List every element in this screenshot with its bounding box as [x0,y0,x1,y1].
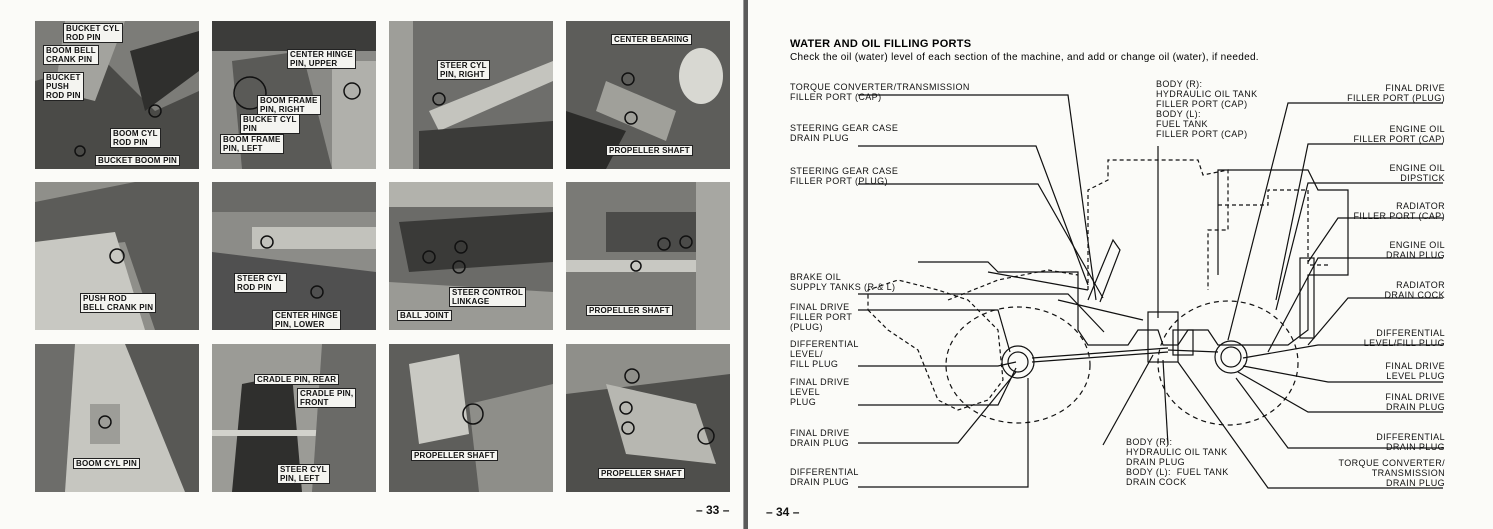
photo-image [389,21,553,169]
diagram-label: BODY (R): HYDRAULIC OIL TANK DRAIN PLUG BODY (L): FUEL TANK DRAIN COCK [1126,437,1229,487]
photo-image [389,182,553,330]
page-number: – 33 – [696,503,730,517]
diagram-label: FINAL DRIVE DRAIN PLUG [790,428,850,448]
photo-label: BOOM CYL ROD PIN [110,128,161,148]
diagram-label: DIFFERENTIAL DRAIN PLUG [1376,432,1445,452]
diagram-label: FINAL DRIVE FILLER PORT (PLUG) [790,302,853,332]
diagram-label: DIFFERENTIAL LEVEL/ FILL PLUG [790,339,859,369]
photo-propeller-shaft-3 [566,344,730,492]
photo-label: BUCKET BOOM PIN [95,155,180,166]
photo-propeller-shaft-2 [389,344,553,492]
right-page [748,0,1493,529]
diagram-label: ENGINE OIL DIPSTICK [1389,163,1445,183]
photo-label: STEER CYL PIN, RIGHT [437,60,490,80]
page-number: – 34 – [766,505,800,519]
page-title: WATER AND OIL FILLING PORTS [790,38,972,50]
diagram-label: STEERING GEAR CASE FILLER PORT (PLUG) [790,166,899,186]
diagram-label: ENGINE OIL DRAIN PLUG [1385,240,1445,260]
photo-label: BALL JOINT [397,310,452,321]
diagram-label: RADIATOR DRAIN COCK [1384,280,1445,300]
diagram-label: TORQUE CONVERTER/TRANSMISSION FILLER PORT (CAP) [790,82,970,102]
photo-label: STEER CYL ROD PIN [234,273,287,293]
diagram-label: BODY (R): HYDRAULIC OIL TANK FILLER PORT (CAP) BODY (L): FUEL TANK FILLER PORT (CAP) [1156,79,1258,139]
photo-label: BUCKET CYL PIN [240,114,300,134]
photo-cradle-pins [212,344,376,492]
photo-steer-cyl-rod [212,182,376,330]
photo-label: PROPELLER SHAFT [598,468,685,479]
photo-boom-cyl-pin [35,344,199,492]
photo-label: CRADLE PIN, REAR [254,374,339,385]
photo-steer-cyl-right [389,21,553,169]
photo-label: PROPELLER SHAFT [606,145,693,156]
diagram-label: FINAL DRIVE LEVEL PLUG [1385,361,1445,381]
photo-label: PUSH ROD BELL CRANK PIN [80,293,156,313]
left-page [0,0,744,529]
photo-center-bearing [566,21,730,169]
photo-label: BOOM FRAME PIN, RIGHT [257,95,321,115]
photo-label: PROPELLER SHAFT [586,305,673,316]
photo-label: BOOM FRAME PIN, LEFT [220,134,284,154]
diagram-label: FINAL DRIVE FILLER PORT (PLUG) [1347,83,1445,103]
diagram-label: STEERING GEAR CASE DRAIN PLUG [790,123,899,143]
photo-label: BOOM CYL PIN [73,458,140,469]
photo-label: CENTER HINGE PIN, UPPER [287,49,356,69]
photo-image [389,344,553,492]
photo-label: STEER CONTROL LINKAGE [449,287,526,307]
diagram-label: BRAKE OIL SUPPLY TANKS (R & L) [790,272,896,292]
diagram-label: TORQUE CONVERTER/ TRANSMISSION DRAIN PLUG [1338,458,1445,488]
photo-label: BOOM BELL CRANK PIN [43,45,99,65]
diagram-label: DIFFERENTIAL LEVEL/FILL PLUG [1363,328,1445,348]
photo-label: BUCKET PUSH ROD PIN [43,72,84,101]
photo-boom-frame [212,21,376,169]
photo-steer-linkage [389,182,553,330]
diagram-label: FINAL DRIVE LEVEL PLUG [790,377,850,407]
diagram-label: DIFFERENTIAL DRAIN PLUG [790,467,859,487]
photo-label: PROPELLER SHAFT [411,450,498,461]
diagram-label: RADIATOR FILLER PORT (CAP) [1353,201,1445,221]
photo-image [212,182,376,330]
page-subtitle: Check the oil (water) level of each section of the machine, and add or change oil (water), if needed. [790,52,1259,63]
photo-propeller-shaft-1 [566,182,730,330]
photo-label: CRADLE PIN, FRONT [297,388,356,408]
photo-image [35,344,199,492]
diagram-label: FINAL DRIVE DRAIN PLUG [1385,392,1445,412]
diagram-label: ENGINE OIL FILLER PORT (CAP) [1353,124,1445,144]
photo-label: CENTER HINGE PIN, LOWER [272,310,341,330]
photo-push-rod [35,182,199,330]
photo-label: BUCKET CYL ROD PIN [63,23,123,43]
photo-label: CENTER BEARING [611,34,692,45]
photo-bucket-pins [35,21,199,169]
photo-label: STEER CYL PIN, LEFT [277,464,330,484]
